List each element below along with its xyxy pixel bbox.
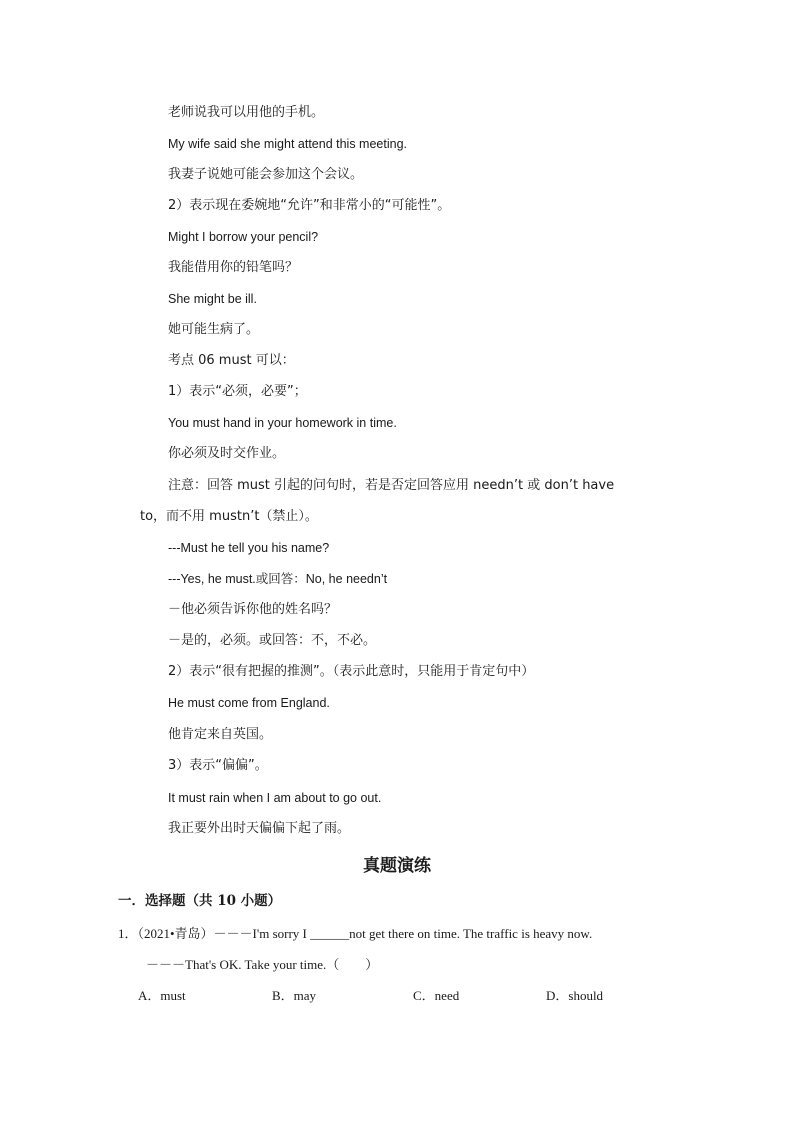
text-line-zh: 她可能生病了。 — [168, 322, 260, 337]
text-line-zh: 1）表示“必须，必要”； — [168, 384, 307, 399]
text-line-zh: 3）表示“偏偏”。 — [168, 758, 268, 773]
text-line-zh: 他肯定来自英国。 — [168, 727, 273, 742]
text-line-en: ---Yes, he must.或回答：No, he needn’t — [168, 572, 388, 586]
text-line-en: My wife said she might attend this meeting. — [168, 137, 408, 151]
question-line: －－－That's OK. Take your time.（ ） — [146, 957, 379, 972]
text-line-en: Might I borrow your pencil? — [168, 230, 319, 244]
text-line-zh: －是的，必须。或回答：不，不必。 — [168, 633, 377, 648]
text-line-en: He must come from England. — [168, 696, 330, 710]
text-line-zh: 你必须及时交作业。 — [168, 446, 286, 461]
section-title: 真题演练 — [363, 856, 431, 876]
text-line-en: ---Must he tell you his name? — [168, 541, 330, 555]
subsection-heading: 一．选择题（共 10 小题） — [118, 893, 282, 909]
text-line-zh: 老师说我可以用他的手机。 — [168, 105, 325, 120]
text-line-zh: 我正要外出时天偏偏下起了雨。 — [168, 821, 351, 836]
text-line-zh: 2）表示现在委婉地“允许”和非常小的“可能性”。 — [168, 198, 451, 213]
option-b: B．may — [272, 988, 317, 1003]
text-line-en: You must hand in your homework in time. — [168, 416, 397, 430]
text-line-en: It must rain when I am about to go out. — [168, 791, 382, 805]
question-stem: 1．（2021•青岛）－－－I'm sorry I ______not get there on time. The traffic is heavy now. — [118, 926, 593, 941]
text-line-zh: 2）表示“很有把握的推测”。（表示此意时，只能用于肯定句中） — [168, 664, 535, 679]
text-line-zh: 我能借用你的铅笔吗？ — [168, 260, 299, 275]
option-d: D．should — [546, 988, 604, 1003]
note-line-continued: to，而不用 mustn’t（禁止）。 — [140, 509, 318, 524]
topic-heading: 考点 06 must 可以： — [168, 353, 295, 368]
text-line-en: She might be ill. — [168, 292, 257, 306]
text-line-zh: －他必须告诉你他的姓名吗？ — [168, 602, 338, 617]
text-line-zh: 我妻子说她可能会参加这个会议。 — [168, 167, 364, 182]
note-line: 注意：回答 must 引起的问句时，若是否定回答应用 needn’t 或 don’t have — [168, 478, 615, 493]
option-a: A．must — [138, 988, 186, 1003]
option-c: C．need — [413, 988, 460, 1003]
